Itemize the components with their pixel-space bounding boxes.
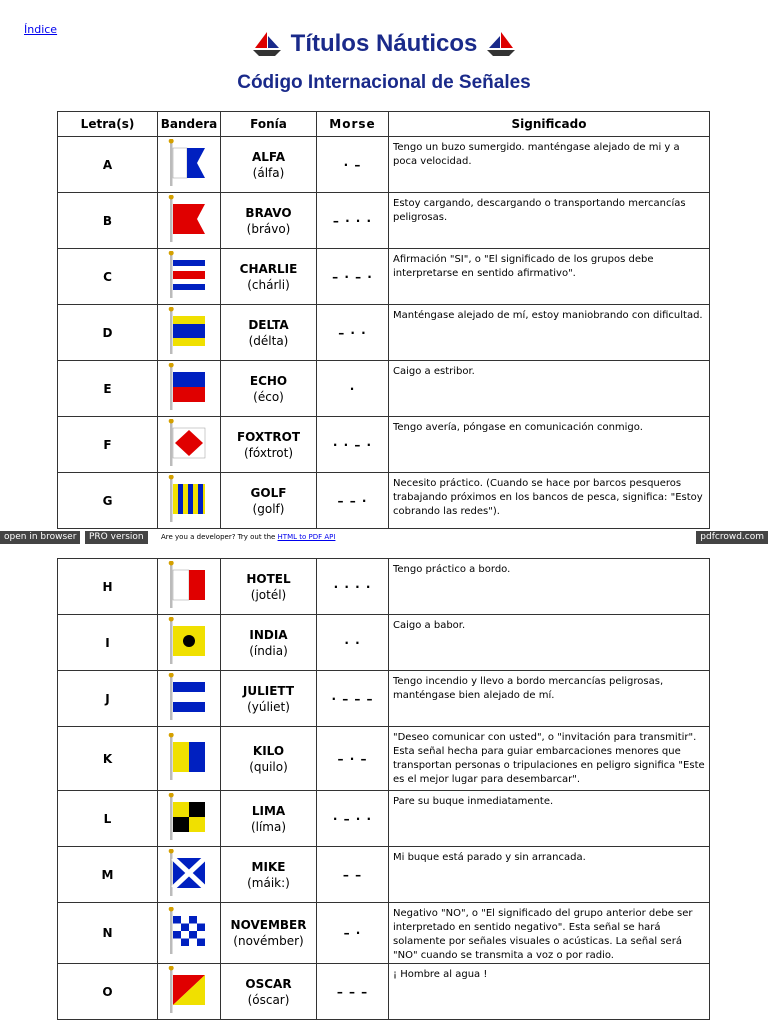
phonetic-pronunciation: (álfa) [252,165,285,180]
phonetic-pronunciation: (índia) [249,643,288,658]
letter-cell: M [58,847,158,903]
flag-f-icon [165,419,213,467]
flag-m-icon [165,849,213,897]
flag-cell [158,671,221,727]
phonetic-cell [221,193,317,249]
flag-d-icon [165,307,213,355]
meaning-cell: Tengo un buzo sumergido. manténgase alejado de mi y a poca velocidad. [389,137,710,193]
sailboat-icon [251,30,283,58]
phonetic-word: BRAVO [245,205,292,220]
header-meaning: Significado [389,112,710,137]
table-row [58,137,710,193]
table-row [58,903,710,964]
phonetic-word: MIKE [251,859,286,874]
phonetic-word: DELTA [248,317,289,332]
flag-cell [158,137,221,193]
phonetic-word: INDIA [249,627,288,642]
flag-cell [158,305,221,361]
phonetic-word: FOXTROT [236,429,301,444]
table-row [58,847,710,903]
phonetic-word: ALFA [251,149,286,164]
page-subtitle: Código Internacional de Señales [237,72,531,93]
morse-cell: · – – – [317,671,389,727]
table-row [58,361,710,417]
header-letter: Letra(s) [58,112,158,137]
phonetic-cell [221,727,317,791]
phonetic-word: OSCAR [245,976,292,991]
meaning-cell: Pare su buque inmediatamente. [389,791,710,847]
flag-cell [158,903,221,964]
title-row [0,26,768,62]
phonetic-cell [221,964,317,1020]
morse-cell: · · [317,615,389,671]
letter-cell: B [58,193,158,249]
flag-b-icon [165,195,213,243]
flag-n-icon [165,907,213,955]
morse-cell: – · · · [317,193,389,249]
phonetic-pronunciation: (máik:) [247,875,290,890]
phonetic-word: LIMA [251,803,286,818]
letter-cell: J [58,671,158,727]
meaning-cell: Negativo "NO", o "El significado del grupo anterior debe ser interpretado en sentido negativo". Esta señal se hará solamente por señales visuales o acústicas. La señal será "NO" cuando se transmita a voz o por radio. [389,903,710,964]
table-row [58,964,710,1020]
morse-cell: – – · [317,473,389,529]
developer-message [161,531,335,544]
phonetic-pronunciation: (yúliet) [247,699,290,714]
table-row [58,193,710,249]
phonetic-pronunciation: (quilo) [249,759,288,774]
phonetic-cell [221,559,317,615]
morse-cell: – · – [317,727,389,791]
meaning-cell: Tengo incendio y llevo a bordo mercancías peligrosas, manténgase bien alejado de mí. [389,671,710,727]
phonetic-cell [221,417,317,473]
phonetic-cell [221,791,317,847]
header-flag: Bandera [158,112,221,137]
phonetic-word: JULIETT [242,683,295,698]
meaning-cell: Manténgase alejado de mí, estoy maniobrando con dificultad. [389,305,710,361]
pdf-toolbar [0,530,768,544]
letter-cell: O [58,964,158,1020]
letter-cell: F [58,417,158,473]
phonetic-pronunciation: (délta) [248,333,289,348]
phonetic-pronunciation: (jotél) [250,587,287,602]
flag-c-icon [165,251,213,299]
table-row [58,249,710,305]
meaning-cell: Afirmación "SI", o "El significado de los grupos debe interpretarse en sentido afirmativo". [389,249,710,305]
flag-o-icon [165,966,213,1014]
phonetic-word: GOLF [250,485,287,500]
morse-cell: · [317,361,389,417]
flag-cell [158,791,221,847]
table-row [58,417,710,473]
flag-cell [158,964,221,1020]
header-morse: Morse [317,112,389,137]
meaning-cell: Estoy cargando, descargando o transportando mercancías peligrosas. [389,193,710,249]
signals-table [57,111,710,529]
phonetic-word: HOTEL [246,571,291,586]
letter-cell: H [58,559,158,615]
morse-cell: – · [317,903,389,964]
table-row [58,559,710,615]
developer-prefix: Are you a developer? Try out the [161,533,276,541]
table-row [58,791,710,847]
meaning-cell: "Deseo comunicar con usted", o "invitación para transmitir". Esta señal hecha para guiar embarcaciones menores que transportan personas o tripulaciones en peligro significa "Este es el mejor lugar para desembarcar". [389,727,710,791]
flag-h-icon [165,561,213,609]
letter-cell: D [58,305,158,361]
phonetic-cell [221,361,317,417]
letter-cell: K [58,727,158,791]
morse-cell: · · – · [317,417,389,473]
flag-cell [158,847,221,903]
flag-cell [158,615,221,671]
table-row [58,305,710,361]
phonetic-cell [221,671,317,727]
morse-cell: – – – [317,964,389,1020]
phonetic-cell [221,615,317,671]
meaning-cell: Caigo a babor. [389,615,710,671]
phonetic-cell [221,903,317,964]
signals-table-continued [57,558,710,1020]
open-in-browser-button[interactable]: open in browser [0,531,80,544]
phonetic-pronunciation: (chárli) [247,277,290,292]
letter-cell: L [58,791,158,847]
phonetic-pronunciation: (brávo) [246,221,291,236]
meaning-cell: ¡ Hombre al agua ! [389,964,710,1020]
phonetic-pronunciation: (óscar) [247,992,290,1007]
table-header-row [58,112,710,137]
morse-cell: – – [317,847,389,903]
phonetic-word: KILO [252,743,285,758]
sailboat-icon [485,30,517,58]
morse-cell: – · – · [317,249,389,305]
letter-cell: G [58,473,158,529]
flag-g-icon [165,475,213,523]
phonetic-word: NOVEMBER [230,918,307,932]
letter-cell: N [58,903,158,964]
flag-i-icon [165,617,213,665]
letter-cell: I [58,615,158,671]
flag-cell [158,727,221,791]
phonetic-pronunciation: (líma) [250,819,287,834]
letter-cell: E [58,361,158,417]
flag-cell [158,417,221,473]
meaning-cell: Mi buque está parado y sin arrancada. [389,847,710,903]
flag-cell [158,473,221,529]
pdfcrowd-brand[interactable]: pdfcrowd.com [696,531,768,544]
phonetic-cell [221,305,317,361]
phonetic-cell [221,137,317,193]
flag-k-icon [165,733,213,781]
phonetic-pronunciation: (novémber) [233,934,304,948]
letter-cell: A [58,137,158,193]
meaning-cell: Tengo práctico a bordo. [389,559,710,615]
meaning-cell: Necesito práctico. (Cuando se hace por barcos pesqueros trabajando próximos en los bancos de pesca, significa: "Estoy cobrando las redes"). [389,473,710,529]
flag-a-icon [165,139,213,187]
flag-cell [158,559,221,615]
phonetic-word: ECHO [249,373,288,388]
morse-cell: · – [317,137,389,193]
flag-cell [158,361,221,417]
page-title: Títulos Náuticos [290,30,478,57]
phonetic-pronunciation: (éco) [253,389,284,404]
flag-e-icon [165,363,213,411]
morse-cell: · · · · [317,559,389,615]
table-row [58,615,710,671]
html-to-pdf-link[interactable]: HTML to PDF API [277,533,336,541]
morse-cell: · – · · [317,791,389,847]
phonetic-cell [221,249,317,305]
table-row [58,727,710,791]
flag-cell [158,249,221,305]
phonetic-pronunciation: (golf) [252,501,285,516]
phonetic-word: CHARLIE [239,261,298,276]
meaning-cell: Caigo a estribor. [389,361,710,417]
header-phonetic: Fonía [221,112,317,137]
phonetic-pronunciation: (fóxtrot) [243,445,294,460]
phonetic-cell [221,473,317,529]
flag-j-icon [165,673,213,721]
meaning-cell: Tengo avería, póngase en comunicación conmigo. [389,417,710,473]
morse-cell: – · · [317,305,389,361]
phonetic-cell [221,847,317,903]
pro-version-button[interactable]: PRO version [85,531,148,544]
flag-l-icon [165,793,213,841]
table-row [58,473,710,529]
letter-cell: C [58,249,158,305]
table-row [58,671,710,727]
index-link[interactable]: Índice [24,23,58,36]
flag-cell [158,193,221,249]
